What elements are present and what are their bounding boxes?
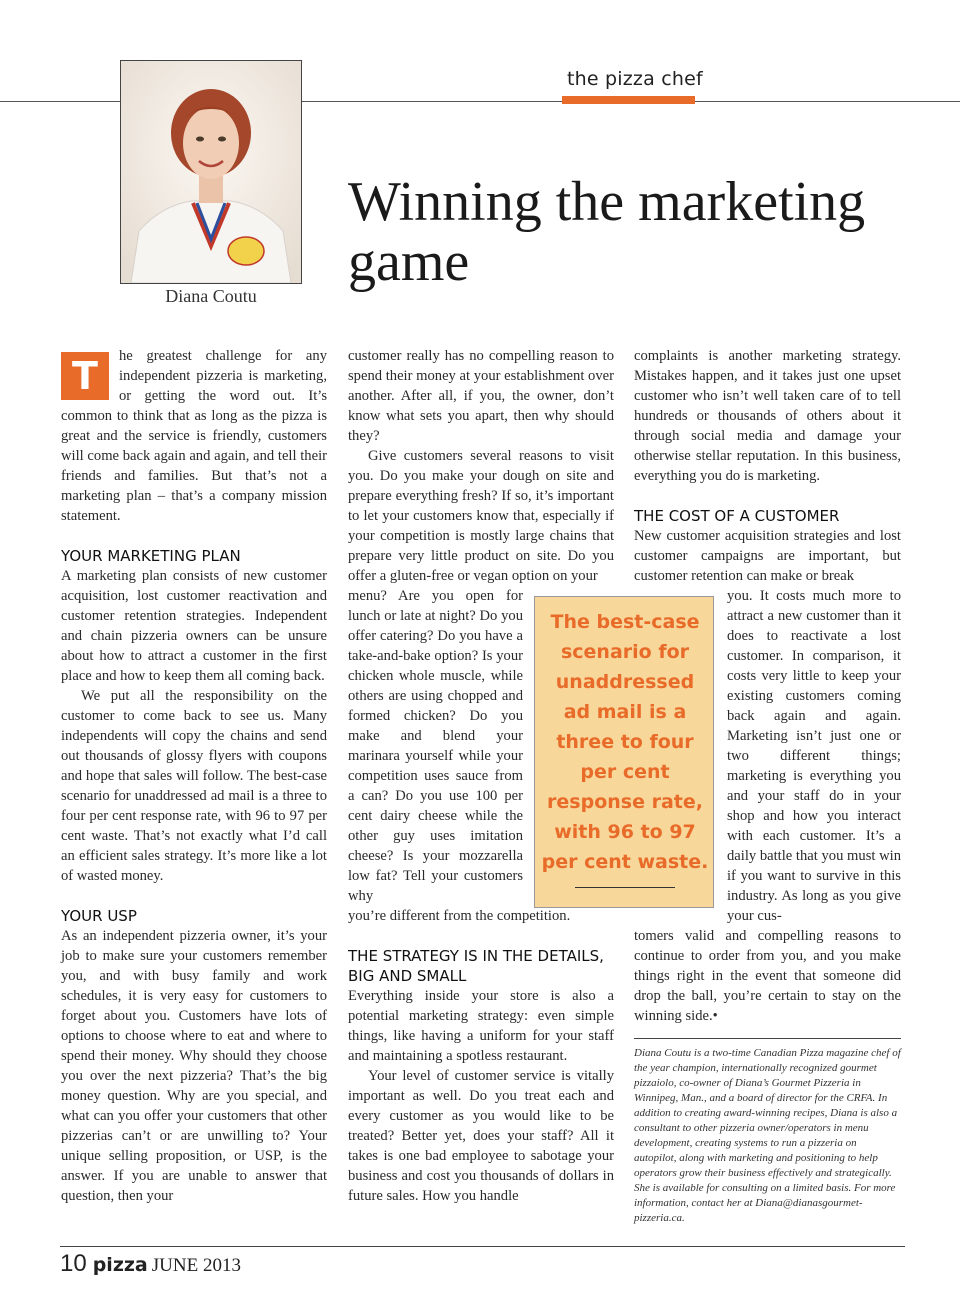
paragraph: New customer acquisition strategies and lost customer campaigns are important, but customer retention can make or break (634, 528, 901, 584)
issue-date: JUNE 2013 (151, 1255, 241, 1276)
subhead-cost-of-customer: THE COST OF A CUSTOMER (634, 507, 840, 525)
article-headline: Winning the marketing game (348, 171, 866, 293)
bio-rule (634, 1038, 901, 1039)
header-rule-left (0, 101, 120, 102)
intro-paragraph: he greatest challenge for any independent pizzeria is marketing, or getting the word out. It’s common to think that as long as the pizza is great and the service is friendly, customers will come back again and again, and tell their friends and families. But that’s not a marketing plan – that’s a company mission statement. (61, 348, 327, 524)
author-bio: Diana Coutu is a two-time Canadian Pizza magazine chef of the year champion, internationally recognized gourmet pizzaiolo, co-owner of Diana’s Gourmet Pizzeria in Winnipeg, Man., and a board of director for the CRFA. In addition to creating award-winning recipes, Diana is also a consultant to other pizzeria owner/operators in menu development, creating systems to run a pizzeria on autopilot, along with marketing and positioning to help operators grow their business effectively and strategically. She is available for consulting on a limited basis. For more information, contact her at Diana@dianasgourmet-pizzeria.ca. (634, 1047, 901, 1224)
article-column-1 (61, 346, 327, 1206)
pull-quote-box (534, 596, 714, 908)
paragraph: As an independent pizzeria owner, it’s your job to make sure your customers remember you, and with busy family and work schedules, it is very easy for customers to forget about you. Customers have lots of options to choose where to eat and where to spend their money. Why should they choose you over the next pizzeria? That’s the big money question. Why are you special, and what can you offer your customers that other pizzerias can’t or are unwilling to? Your unique selling proposition, or USP, is the answer. If you are unable to answer that question, then your (61, 928, 327, 1204)
paragraph: Everything inside your store is also a potential marketing strategy: even simple things, like having a uniform for your staff and maintaining a spotless restaurant. (348, 988, 614, 1064)
paragraph: Your level of customer service is vitally important as well. Do you treat each and every customer as you would like to be treated? Better yet, does your staff? All it takes is one bad employee to sabotage your business and cost you thousands of dollars in future sales. How you handle (348, 1068, 614, 1204)
magazine-name: pizza (92, 1254, 148, 1276)
paragraph: Give customers several reasons to visit you. Do you make your dough on site and prepare everything fresh? If so, it’s important to let your customers know that, especially if your competition is mostly large chains that prepare very little product on site. Do you offer a gluten-free or vegan option on your (348, 448, 614, 584)
paragraph: A marketing plan consists of new customer acquisition, lost customer reactivation and customer retention strategies. Independent and chain pizzeria owners can be unsure about how to attract a customer in the first place and how to keep them all coming back. (61, 568, 327, 684)
footer-rule (60, 1246, 905, 1247)
subhead-strategy: THE STRATEGY IS IN THE DETAILS, BIG AND SMALL (348, 947, 604, 985)
subhead-usp: YOUR USP (61, 907, 137, 925)
pull-quote-text: The best-case scenario for unaddressed ad mail is a three to four per cent response rate, with 96 to 97 per cent waste. (541, 611, 709, 873)
author-photo (120, 60, 302, 284)
photo-caption: Diana Coutu (165, 286, 257, 306)
page-footer (60, 1250, 241, 1278)
chef-portrait-image (121, 61, 301, 283)
drop-cap: T (61, 352, 109, 400)
paragraph-wrapped: you. It costs much more to attract a new customer than it does to reactivate a lost customer. In comparison, it costs very little to keep your existing customers coming back again and again. Marketing isn’t just one or two different things; marketing is everything you and your staff do in your shop and how you interact with each customer. It’s a daily battle that you must win if you want to survive in this industry. As long as you give your cus- (727, 588, 901, 924)
page-number: 10 (60, 1250, 87, 1277)
section-accent-bar (562, 96, 695, 104)
paragraph: customer really has no compelling reason to spend their money at your establishment over another. After all, if you, the owner, don’t know what sets you apart, then why should they? (348, 348, 614, 444)
paragraph: We put all the responsibility on the customer to come back to see us. Many independents will copy the chains and send out thousands of glossy flyers with coupons and hope that sales will follow. The best-case scenario for unaddressed ad mail is a three to four per cent response rate, with 96 to 97 per cent waste. That’s not exactly what I’d call an efficient sales strategy. It’s more like a lot of wasted money. (61, 688, 327, 884)
paragraph: complaints is another marketing strategy. Mistakes happen, and it takes just one upset customer who isn’t well taken care of to tell hundreds or thousands of others about it through social media and damage your otherwise stellar reputation. In this business, everything you do is marketing. (634, 348, 901, 484)
subhead-marketing-plan: YOUR MARKETING PLAN (61, 547, 241, 565)
paragraph-wrapped: menu? Are you open for lunch or late at night? Do you offer catering? Do you have a take-and-bake option? Is your chicken whole muscle, while others are using chopped and formed chicken? Do you make and blend your marinara yourself while your competition uses sauce from a can? Do you use 100 per cent dairy cheese while the other guy uses imitation cheese? Is your mozzarella low fat? Tell your customers why (348, 588, 523, 904)
section-label: the pizza chef (567, 68, 703, 90)
pull-quote-rule (575, 887, 675, 888)
paragraph: you’re different from the competition. (348, 908, 571, 924)
paragraph: tomers valid and compelling reasons to continue to order from you, and you make things right in the event that someone did drop the ball, you’re certain to stay on the winning side.• (634, 928, 901, 1024)
